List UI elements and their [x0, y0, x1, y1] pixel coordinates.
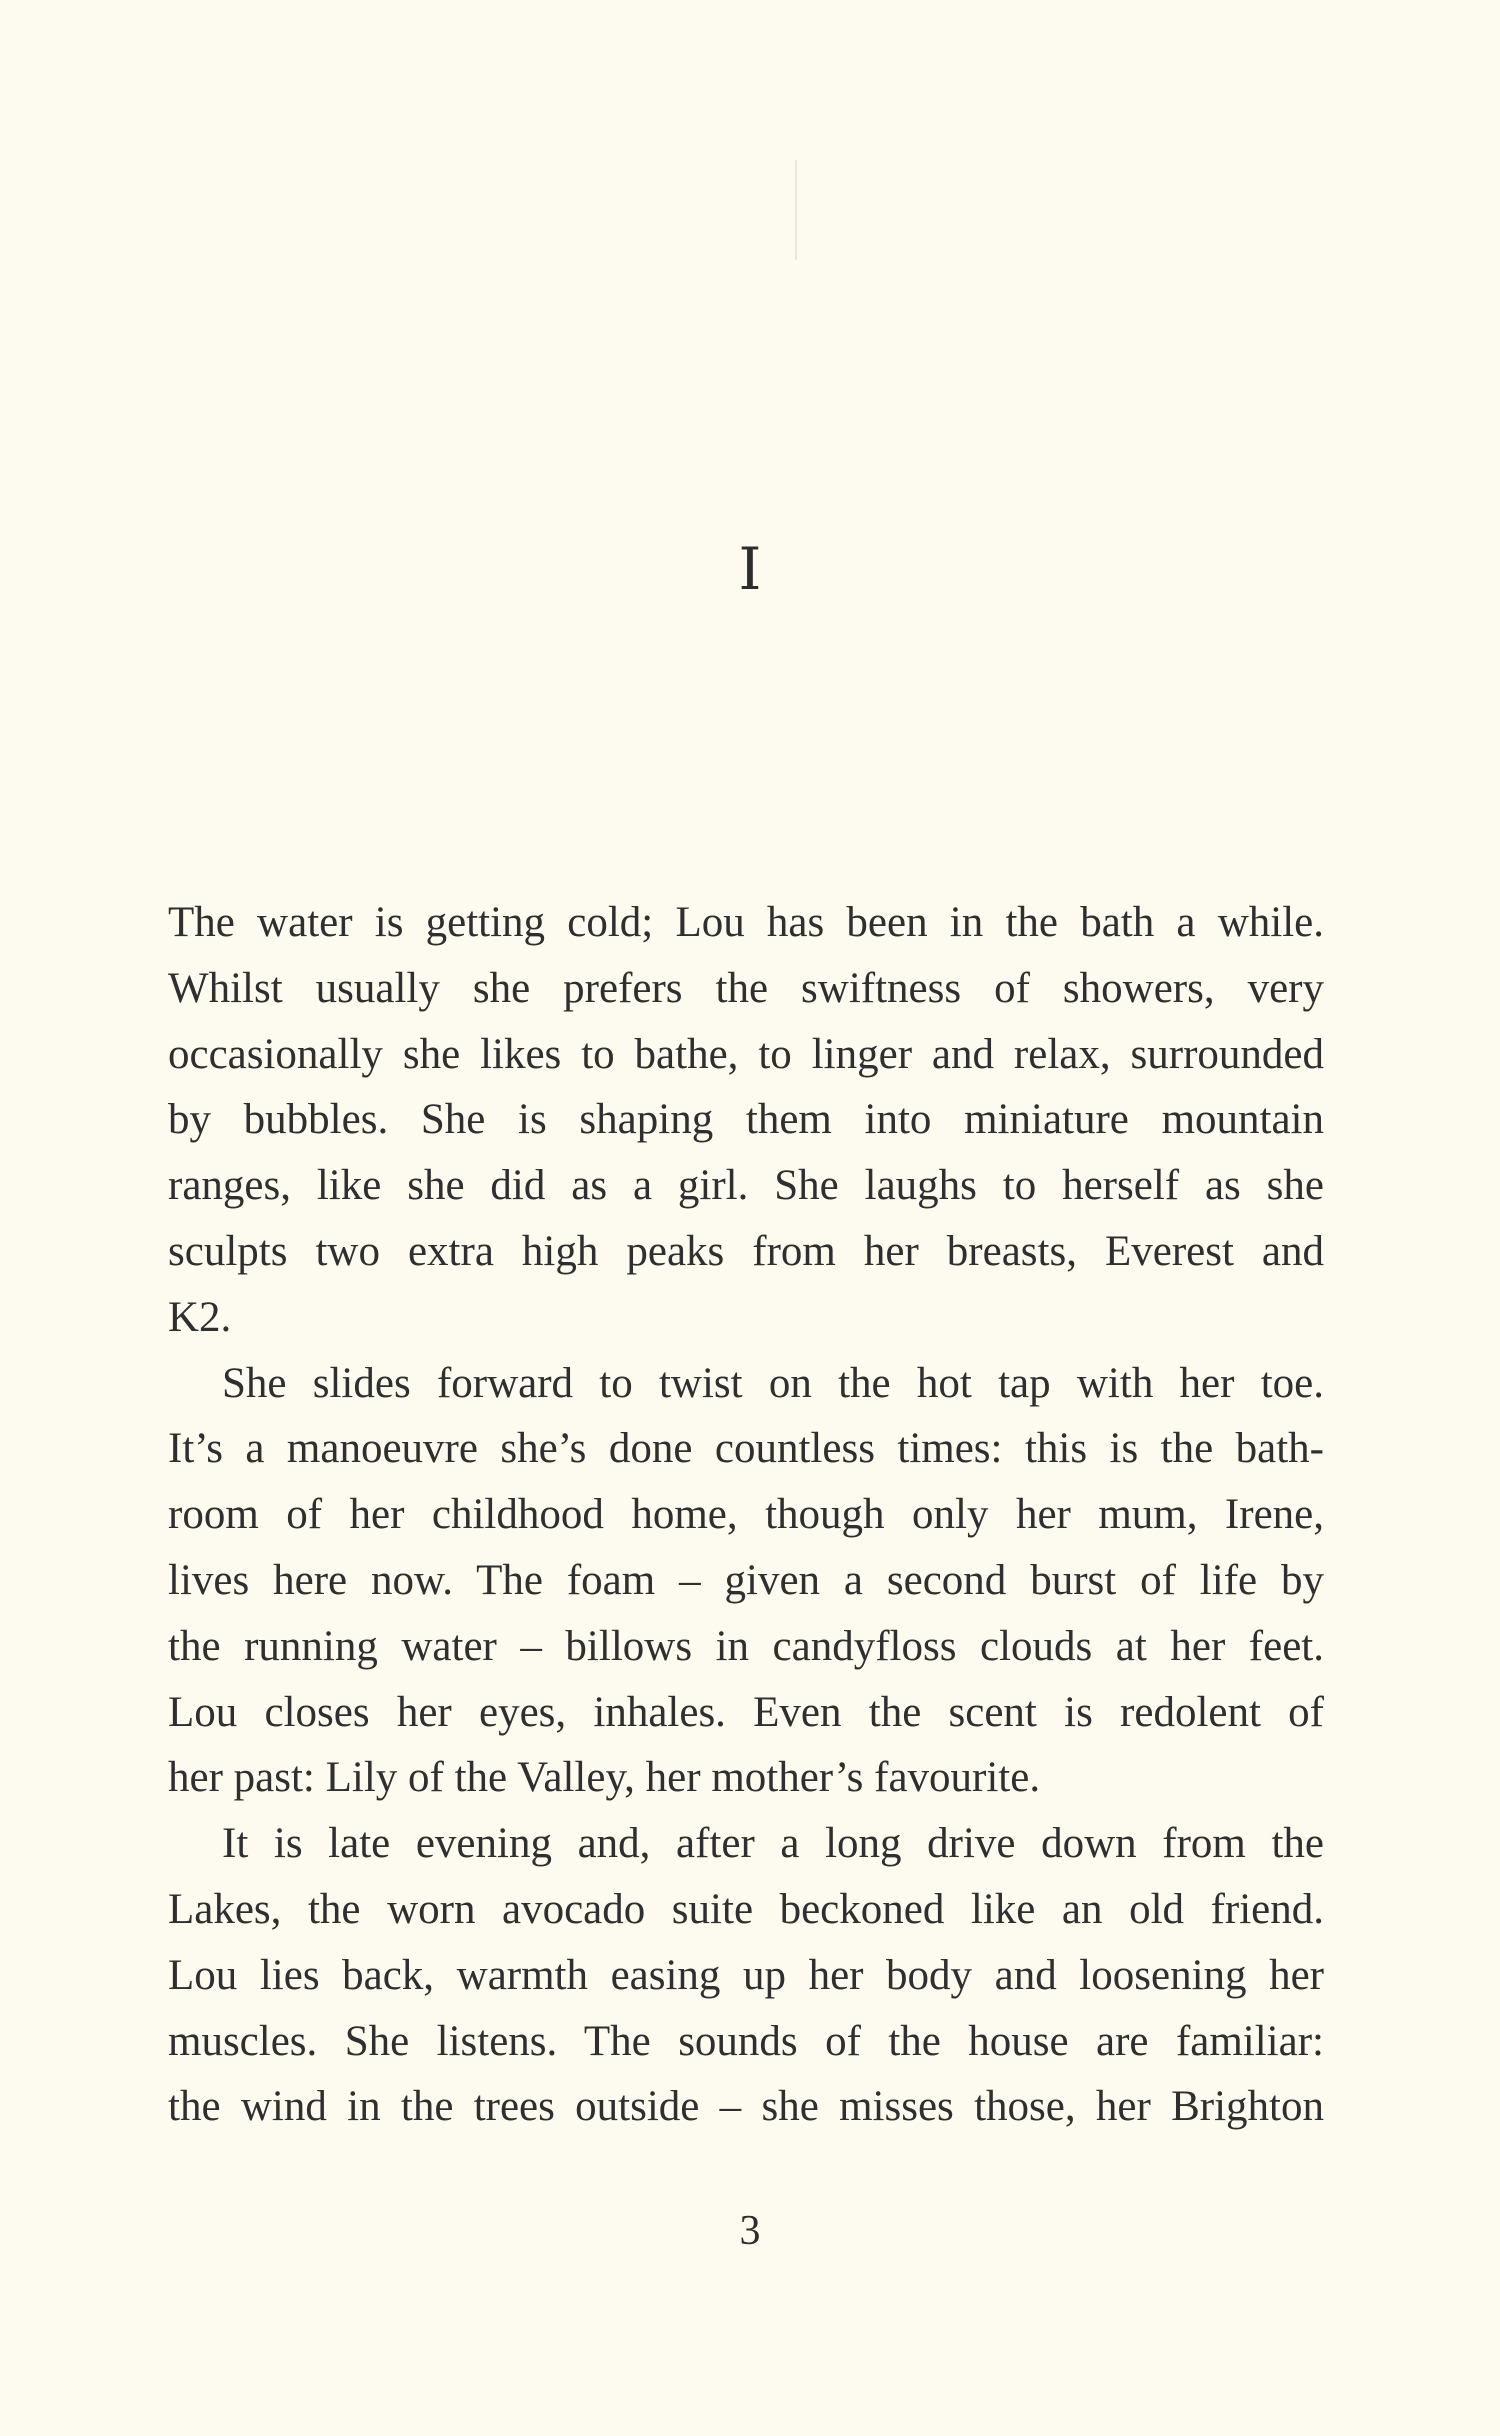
text-line: muscles. She listens. The sounds of the house are familiar: [168, 2017, 1324, 2065]
text-line: her past: Lily of the Valley, her mother’s favourite. [168, 1754, 1041, 1802]
text-line: ranges, like she did as a girl. She laughs to herself as she [168, 1162, 1324, 1210]
text-line: room of her childhood home, though only her mum, Irene, [168, 1491, 1324, 1539]
page-number: 3 [739, 2208, 761, 2254]
text-line: Lou closes her eyes, inhales. Even the scent is redolent of [168, 1688, 1324, 1736]
text-line: occasionally she likes to bathe, to linger and relax, surrounded [168, 1030, 1324, 1078]
text-line: K2. [168, 1293, 232, 1341]
text-line: It is late evening and, after a long drive down from the [222, 1820, 1324, 1868]
text-line: The water is getting cold; Lou has been in the bath a while. [168, 899, 1324, 946]
text-line: It’s a manoeuvre she’s done countless times: this is the bath- [168, 1425, 1324, 1473]
text-line: sculpts two extra high peaks from her breasts, Everest and [168, 1227, 1324, 1275]
chapter-body [168, 890, 1324, 2140]
text-line: Whilst usually she prefers the swiftness of showers, very [168, 964, 1324, 1012]
text-line: lives here now. The foam – given a second burst of life by [168, 1556, 1324, 1604]
text-line: the wind in the trees outside – she misses those, her Brighton [168, 2083, 1324, 2131]
text-line: Lakes, the worn avocado suite beckoned like an old friend. [168, 1885, 1324, 1933]
text-line: by bubbles. She is shaping them into miniature mountain [168, 1096, 1324, 1144]
paper-crease [795, 160, 797, 260]
chapter-number: I [738, 535, 762, 603]
text-line: Lou lies back, warmth easing up her body and loosening her [168, 1951, 1324, 1999]
text-line: the running water – billows in candyfloss clouds at her feet. [168, 1622, 1324, 1670]
text-line: She slides forward to twist on the hot tap with her toe. [222, 1359, 1324, 1407]
